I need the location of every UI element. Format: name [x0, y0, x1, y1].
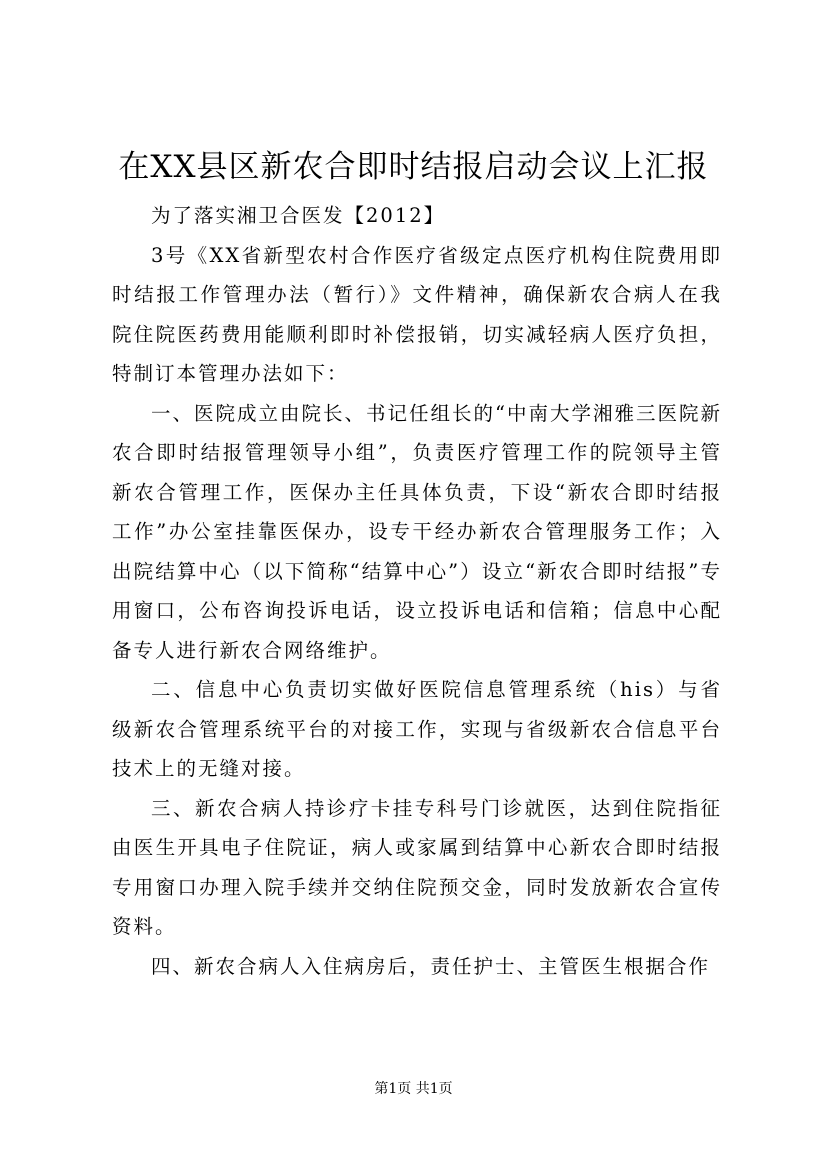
document-body	[112, 196, 722, 986]
paragraph-item-4: 四、新农合病人入住病房后，责任护士、主管医生根据合作	[151, 954, 711, 978]
paragraph-purpose: 3号《XX省新型农村合作医疗省级定点医疗机构住院费用即时结报工作管理办法（暂行）》文件精神，确保新农合病人在我院住院医药费用能顺利即时补偿报销，切实减轻病人医疗负担，特制订本管理办法如下：	[112, 243, 722, 385]
paragraph-item-3: 三、新农合病人持诊疗卡挂专科号门诊就医，达到住院指征由医生开具电子住院证，病人或家属到结算中心新农合即时结报专用窗口办理入院手续并交纳住院预交金，同时发放新农合宣传资料。	[112, 796, 722, 938]
page-footer: 第1页 共1页	[374, 1081, 453, 1097]
document-title: 在XX县区新农合即时结报启动会议上汇报	[118, 149, 709, 185]
paragraph-item-2: 二、信息中心负责切实做好医院信息管理系统（his）与省级新农合管理系统平台的对接工作，实现与省级新农合信息平台技术上的无缝对接。	[112, 678, 722, 780]
paragraph-intro: 为了落实湘卫合医发【2012】	[151, 204, 446, 227]
paragraph-item-1: 一、医院成立由院长、书记任组长的“中南大学湘雅三医院新农合即时结报管理领导小组”，负责医疗管理工作的院领导主管新农合管理工作，医保办主任具体负责，下设“新农合即时结报工作”办公室挂靠医保办，设专干经办新农合管理服务工作；入出院结算中心（以下简称“结算中心”）设立“新农合即时结报”专用窗口，公布咨询投诉电话，设立投诉电话和信箱；信息中心配备专人进行新农合网络维护。	[112, 401, 722, 662]
